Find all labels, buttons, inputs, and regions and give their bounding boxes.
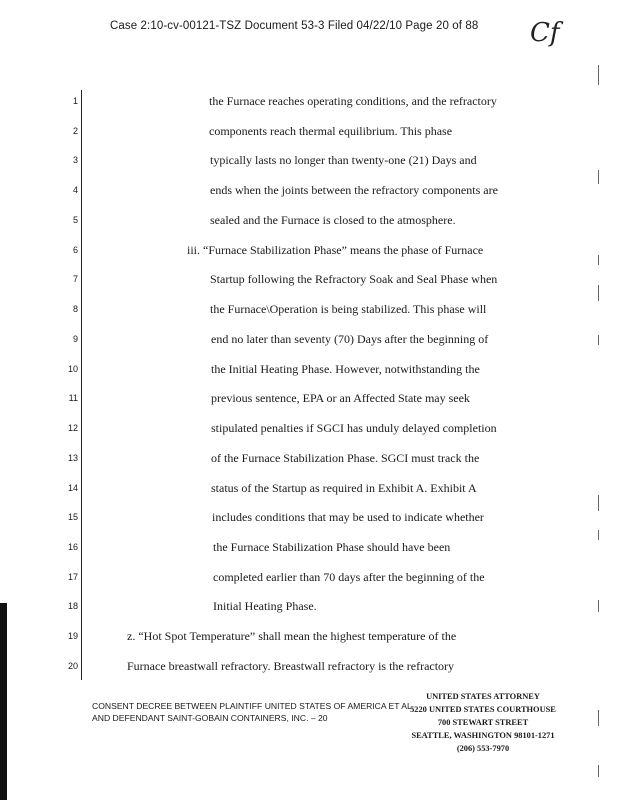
footer-caption-line1: CONSENT DECREE BETWEEN PLAINTIFF UNITED STATES OF AMERICA ET AL. — [92, 701, 415, 711]
line-number: 18 — [67, 601, 78, 611]
scan-artifact — [598, 170, 599, 184]
line-number: 4 — [72, 185, 78, 195]
body-text-line: Furnace breastwall refractory. Breastwall refractory is the refractory — [127, 659, 455, 673]
body-text-line: the Furnace Stabilization Phase should have been — [213, 540, 451, 554]
footer-caption — [92, 700, 414, 724]
body-text-line: iii. “Furnace Stabilization Phase” means the phase of Furnace — [187, 243, 484, 257]
scan-artifact — [598, 600, 599, 612]
footer-caption-line2: AND DEFENDANT SAINT-GOBAIN CONTAINERS, INC. – 20 — [92, 713, 328, 723]
body-text-line: Initial Heating Phase. — [213, 599, 317, 613]
line-number: 8 — [72, 304, 78, 314]
scan-artifact — [598, 335, 599, 345]
body-text-line: typically lasts no longer than twenty-one (21) Days and — [210, 153, 477, 167]
scan-artifact — [598, 255, 599, 265]
line-number: 17 — [67, 572, 78, 582]
scan-artifact — [598, 285, 599, 301]
body-text-line: z. “Hot Spot Temperature” shall mean the highest temperature of the — [127, 629, 457, 643]
scan-artifact — [598, 765, 599, 777]
line-number: 5 — [72, 215, 78, 225]
body-text-line: ends when the joints between the refractory components are — [210, 183, 498, 197]
body-text-line: components reach thermal equilibrium. This phase — [209, 124, 453, 138]
line-number: 10 — [67, 364, 78, 374]
line-number: 9 — [72, 334, 78, 344]
body-text-line: status of the Startup as required in Exhibit A. Exhibit A — [211, 481, 477, 495]
body-text-line: Startup following the Refractory Soak and Seal Phase when — [210, 272, 498, 286]
body-text-line: the Furnace\Operation is being stabilized. This phase will — [210, 302, 487, 316]
office-phone: (206) 553-7970 — [456, 744, 510, 753]
attorney-address-block — [408, 690, 558, 755]
line-number: 3 — [72, 155, 78, 165]
line-number: 7 — [72, 274, 78, 284]
line-number: 1 — [72, 96, 78, 106]
line-number: 15 — [67, 512, 78, 522]
line-number: 20 — [67, 661, 78, 671]
scan-artifact — [598, 530, 599, 540]
body-text-line: sealed and the Furnace is closed to the atmosphere. — [210, 213, 456, 227]
line-number: 11 — [68, 393, 78, 403]
office-address-line2: 700 STEWART STREET — [437, 718, 529, 727]
scan-artifact — [598, 65, 599, 85]
body-text-line: of the Furnace Stabilization Phase. SGCI must track the — [211, 451, 480, 465]
line-number: 12 — [67, 423, 78, 433]
body-text-line: the Initial Heating Phase. However, notwithstanding the — [211, 362, 480, 376]
body-text-line: previous sentence, EPA or an Affected State may seek — [211, 391, 470, 405]
case-header: Case 2:10-cv-00121-TSZ Document 53-3 Filed 04/22/10 Page 20 of 88 — [110, 20, 479, 32]
body-text-line: end no later than seventy (70) Days after the beginning of — [211, 332, 489, 346]
office-title: UNITED STATES ATTORNEY — [426, 692, 540, 701]
office-address-line1: 5220 UNITED STATES COURTHOUSE — [410, 705, 556, 714]
line-number: 19 — [67, 631, 78, 641]
body-text-line: stipulated penalties if SGCI has unduly delayed completion — [211, 421, 497, 435]
office-city: SEATTLE, WASHINGTON 98101-1271 — [411, 731, 555, 740]
body-text-line: includes conditions that may be used to indicate whether — [212, 510, 484, 524]
scan-edge-bar — [0, 603, 7, 800]
line-number: 14 — [67, 483, 78, 493]
body-text-line: the Furnace reaches operating conditions, and the refractory — [209, 94, 497, 108]
line-number: 16 — [67, 542, 78, 552]
body-text-line: completed earlier than 70 days after the beginning of the — [213, 570, 485, 584]
line-number: 6 — [72, 245, 78, 255]
scan-artifact — [598, 495, 599, 511]
handwritten-initials: Cf — [530, 18, 560, 48]
line-number: 13 — [67, 453, 78, 463]
scan-artifact — [598, 710, 599, 726]
line-number-rule — [81, 90, 82, 680]
line-number: 2 — [72, 126, 78, 136]
